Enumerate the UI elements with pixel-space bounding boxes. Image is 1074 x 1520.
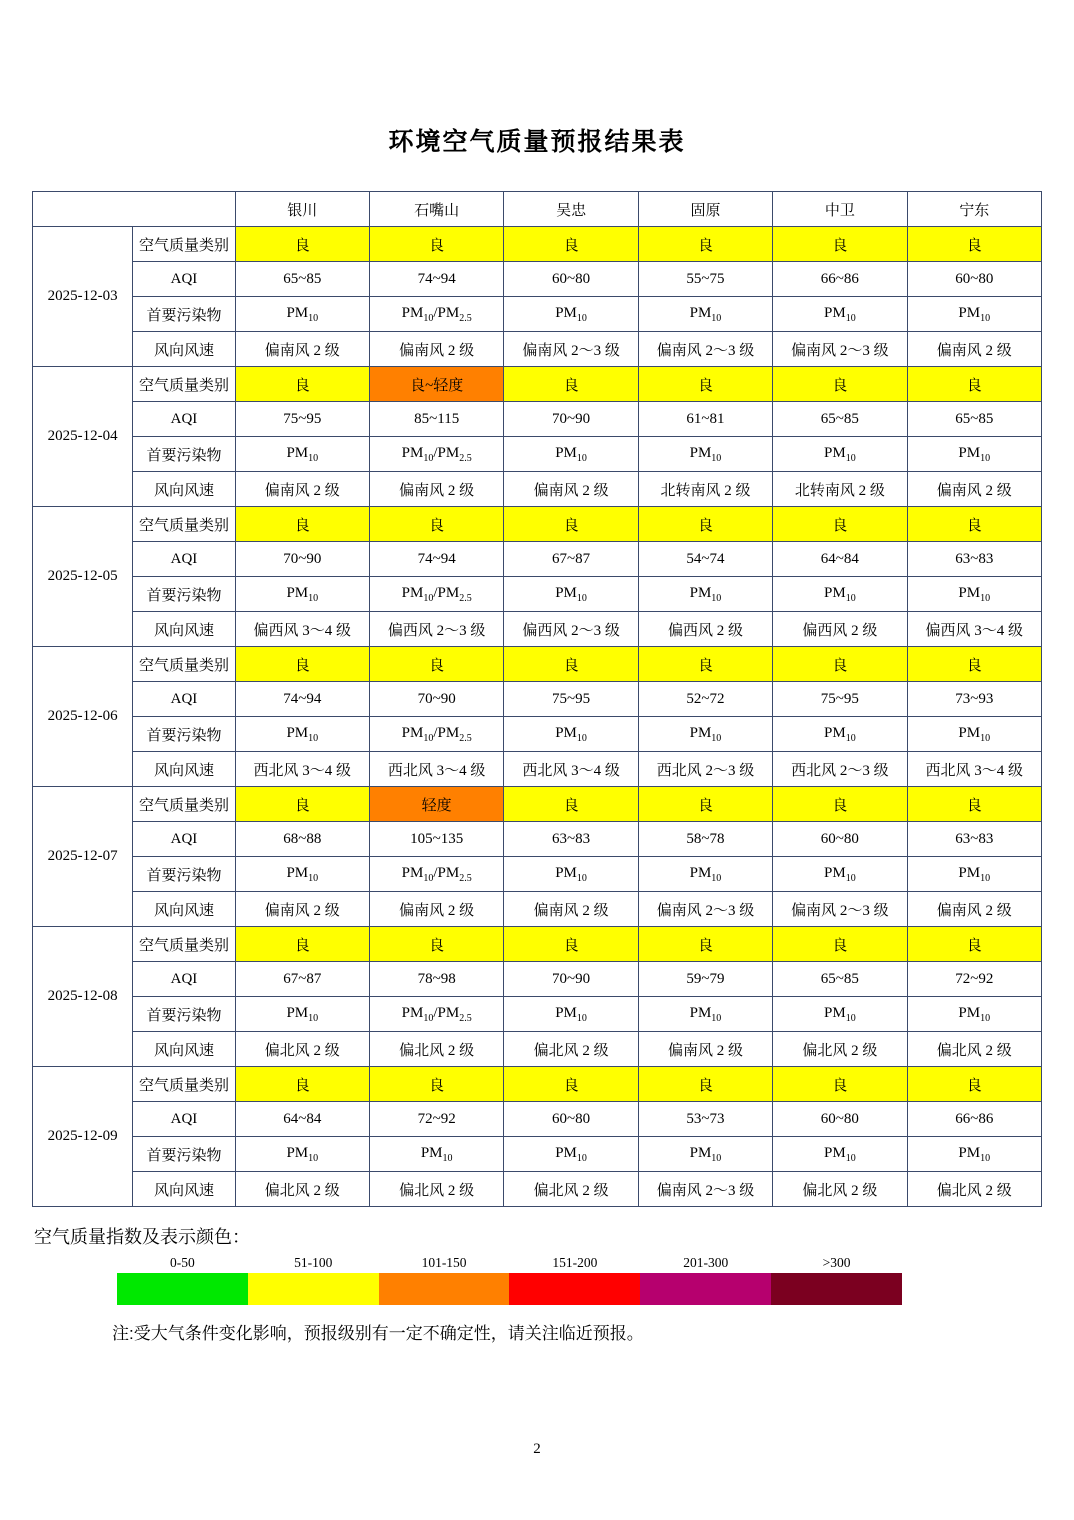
- row-label-2: 首要污染物: [133, 717, 235, 752]
- aqi-cell: 55~75: [638, 262, 772, 297]
- pollutant-cell: $PM_{10}$: [235, 1137, 369, 1172]
- wind-cell: 西北风 3～4 级: [235, 752, 369, 787]
- row-label-1: AQI: [133, 1102, 235, 1137]
- wind-cell: 偏南风 2～3 级: [773, 332, 907, 367]
- legend-color-swatch: [248, 1273, 379, 1305]
- wind-cell: 偏南风 2 级: [369, 472, 503, 507]
- row-label-3: 风向风速: [133, 1172, 235, 1207]
- category-cell: 良: [638, 367, 772, 402]
- pollutant-cell: $PM_{10}$: [773, 437, 907, 472]
- aqi-cell: 75~95: [235, 402, 369, 437]
- category-cell: 良: [369, 647, 503, 682]
- pollutant-cell: $PM_{10}$: [638, 437, 772, 472]
- wind-cell: 偏南风 2 级: [369, 332, 503, 367]
- category-cell: 良: [235, 647, 369, 682]
- pollutant-cell: $PM_{10}$: [235, 857, 369, 892]
- wind-cell: 偏南风 2 级: [235, 332, 369, 367]
- aqi-cell: 59~79: [638, 962, 772, 997]
- wind-cell: 西北风 3～4 级: [907, 752, 1041, 787]
- category-cell: 良: [504, 227, 638, 262]
- row-label-2: 首要污染物: [133, 857, 235, 892]
- table-row: [33, 752, 1042, 787]
- aqi-cell: 63~83: [504, 822, 638, 857]
- aqi-cell: 60~80: [504, 1102, 638, 1137]
- table-row: [33, 962, 1042, 997]
- table-row: [33, 332, 1042, 367]
- row-label-3: 风向风速: [133, 892, 235, 927]
- legend-range-label: 0-50: [170, 1255, 195, 1270]
- table-row: [33, 297, 1042, 332]
- header-corner: [33, 192, 236, 227]
- wind-cell: 偏南风 2 级: [907, 892, 1041, 927]
- pollutant-cell: $PM_{10}$: [638, 717, 772, 752]
- legend: [32, 1207, 1042, 1305]
- legend-color-swatch: [640, 1273, 771, 1305]
- pollutant-cell: $PM_{10}$: [773, 857, 907, 892]
- table-row: [33, 507, 1042, 542]
- wind-cell: 偏西风 3～4 级: [907, 612, 1041, 647]
- pollutant-cell: $PM_{10}$: [907, 717, 1041, 752]
- date-cell: 2025-12-06: [33, 647, 133, 787]
- aqi-cell: 61~81: [638, 402, 772, 437]
- wind-cell: 西北风 2～3 级: [773, 752, 907, 787]
- aqi-cell: 53~73: [638, 1102, 772, 1137]
- row-label-0: 空气质量类别: [133, 787, 235, 822]
- legend-color-swatch: [509, 1273, 640, 1305]
- pollutant-cell: $PM_{10}$: [504, 717, 638, 752]
- pollutant-cell: $PM_{10}$: [907, 997, 1041, 1032]
- header-city-0: 银川: [235, 192, 369, 227]
- row-label-3: 风向风速: [133, 332, 235, 367]
- header-city-2: 吴忠: [504, 192, 638, 227]
- pollutant-cell: $PM_{10}/PM_{2.5}$: [369, 717, 503, 752]
- pollutant-cell: $PM_{10}$: [907, 577, 1041, 612]
- aqi-cell: 67~87: [504, 542, 638, 577]
- table-row: [33, 577, 1042, 612]
- row-label-3: 风向风速: [133, 1032, 235, 1067]
- category-cell: 良: [907, 647, 1041, 682]
- table-row: [33, 1102, 1042, 1137]
- table-row: [33, 1172, 1042, 1207]
- row-label-0: 空气质量类别: [133, 227, 235, 262]
- category-cell: 良: [504, 1067, 638, 1102]
- pollutant-cell: $PM_{10}$: [235, 577, 369, 612]
- wind-cell: 偏南风 2～3 级: [773, 892, 907, 927]
- row-label-0: 空气质量类别: [133, 647, 235, 682]
- wind-cell: 偏北风 2 级: [369, 1172, 503, 1207]
- wind-cell: 偏南风 2～3 级: [638, 892, 772, 927]
- aqi-cell: 60~80: [504, 262, 638, 297]
- wind-cell: 偏北风 2 级: [369, 1032, 503, 1067]
- pollutant-cell: $PM_{10}$: [369, 1137, 503, 1172]
- pollutant-cell: $PM_{10}$: [907, 1137, 1041, 1172]
- table-row: [33, 1067, 1042, 1102]
- page-title: 环境空气质量预报结果表: [388, 129, 686, 156]
- aqi-cell: 65~85: [907, 402, 1041, 437]
- pollutant-cell: $PM_{10}$: [235, 997, 369, 1032]
- legend-labels: [117, 1255, 902, 1271]
- category-cell: 良: [907, 367, 1041, 402]
- pollutant-cell: $PM_{10}$: [773, 577, 907, 612]
- aqi-cell: 75~95: [504, 682, 638, 717]
- category-cell: 良: [638, 927, 772, 962]
- pollutant-cell: $PM_{10}/PM_{2.5}$: [369, 437, 503, 472]
- table-row: [33, 472, 1042, 507]
- row-label-1: AQI: [133, 822, 235, 857]
- row-label-3: 风向风速: [133, 472, 235, 507]
- wind-cell: 偏南风 2 级: [504, 892, 638, 927]
- table-row: [33, 612, 1042, 647]
- aqi-cell: 52~72: [638, 682, 772, 717]
- date-cell: 2025-12-09: [33, 1067, 133, 1207]
- row-label-2: 首要污染物: [133, 1137, 235, 1172]
- wind-cell: 偏南风 2 级: [638, 1032, 772, 1067]
- wind-cell: 偏西风 2～3 级: [504, 612, 638, 647]
- category-cell: 良: [504, 787, 638, 822]
- row-label-0: 空气质量类别: [133, 367, 235, 402]
- category-cell: 良: [773, 787, 907, 822]
- row-label-2: 首要污染物: [133, 577, 235, 612]
- category-cell: 良: [907, 1067, 1041, 1102]
- wind-cell: 偏南风 2～3 级: [638, 1172, 772, 1207]
- aqi-cell: 65~85: [773, 402, 907, 437]
- table-row: [33, 1032, 1042, 1067]
- aqi-cell: 70~90: [504, 962, 638, 997]
- aqi-cell: 75~95: [773, 682, 907, 717]
- table-row: [33, 542, 1042, 577]
- table-row: [33, 647, 1042, 682]
- aqi-cell: 70~90: [235, 542, 369, 577]
- date-cell: 2025-12-08: [33, 927, 133, 1067]
- category-cell: 良: [773, 507, 907, 542]
- category-cell: 良: [638, 507, 772, 542]
- pollutant-cell: $PM_{10}$: [638, 297, 772, 332]
- wind-cell: 偏北风 2 级: [907, 1032, 1041, 1067]
- pollutant-cell: $PM_{10}/PM_{2.5}$: [369, 577, 503, 612]
- category-cell: 良: [369, 1067, 503, 1102]
- wind-cell: 西北风 2～3 级: [638, 752, 772, 787]
- wind-cell: 偏南风 2 级: [235, 472, 369, 507]
- category-cell: 良: [504, 647, 638, 682]
- aqi-cell: 85~115: [369, 402, 503, 437]
- category-cell: 良: [235, 507, 369, 542]
- legend-title: 空气质量指数及表示颜色：: [34, 1227, 250, 1247]
- aqi-cell: 73~93: [907, 682, 1041, 717]
- category-cell: 良: [235, 1067, 369, 1102]
- wind-cell: 偏南风 2 级: [504, 472, 638, 507]
- category-cell: 良: [504, 367, 638, 402]
- wind-cell: 北转南风 2 级: [773, 472, 907, 507]
- aqi-cell: 60~80: [773, 822, 907, 857]
- row-label-3: 风向风速: [133, 752, 235, 787]
- pollutant-cell: $PM_{10}$: [638, 577, 772, 612]
- wind-cell: 偏北风 2 级: [504, 1172, 638, 1207]
- aqi-cell: 60~80: [773, 1102, 907, 1137]
- wind-cell: 偏北风 2 级: [773, 1032, 907, 1067]
- legend-range-label: 201-300: [683, 1255, 729, 1270]
- aqi-cell: 60~80: [907, 262, 1041, 297]
- legend-color-bar: [117, 1273, 902, 1305]
- category-cell: 良: [773, 1067, 907, 1102]
- header-city-1: 石嘴山: [369, 192, 503, 227]
- row-label-1: AQI: [133, 682, 235, 717]
- wind-cell: 偏北风 2 级: [504, 1032, 638, 1067]
- pollutant-cell: $PM_{10}$: [773, 717, 907, 752]
- wind-cell: 偏南风 2～3 级: [504, 332, 638, 367]
- wind-cell: 偏西风 2 级: [638, 612, 772, 647]
- aqi-cell: 70~90: [369, 682, 503, 717]
- pollutant-cell: $PM_{10}$: [235, 297, 369, 332]
- pollutant-cell: $PM_{10}$: [235, 717, 369, 752]
- table-row: [33, 227, 1042, 262]
- category-cell: 良: [235, 787, 369, 822]
- wind-cell: 偏南风 2 级: [907, 332, 1041, 367]
- wind-cell: 偏南风 2～3 级: [638, 332, 772, 367]
- wind-cell: 偏西风 2～3 级: [369, 612, 503, 647]
- pollutant-cell: $PM_{10}$: [504, 997, 638, 1032]
- category-cell: 良: [504, 507, 638, 542]
- aqi-cell: 63~83: [907, 822, 1041, 857]
- table-row: [33, 997, 1042, 1032]
- legend-color-swatch: [117, 1273, 248, 1305]
- page-number: 2: [533, 1441, 541, 1457]
- legend-range-label: >300: [822, 1255, 851, 1270]
- table-header: [33, 192, 1042, 227]
- category-cell: 良~轻度: [369, 367, 503, 402]
- row-label-1: AQI: [133, 262, 235, 297]
- row-label-1: AQI: [133, 402, 235, 437]
- wind-cell: 北转南风 2 级: [638, 472, 772, 507]
- aqi-cell: 63~83: [907, 542, 1041, 577]
- aqi-cell: 72~92: [907, 962, 1041, 997]
- aqi-cell: 68~88: [235, 822, 369, 857]
- category-cell: 良: [907, 787, 1041, 822]
- table-row: [33, 402, 1042, 437]
- pollutant-cell: $PM_{10}$: [504, 437, 638, 472]
- pollutant-cell: $PM_{10}$: [773, 1137, 907, 1172]
- category-cell: 良: [235, 367, 369, 402]
- legend-range-label: 151-200: [552, 1255, 598, 1270]
- table-row: [33, 717, 1042, 752]
- wind-cell: 西北风 3～4 级: [504, 752, 638, 787]
- wind-cell: 偏北风 2 级: [773, 1172, 907, 1207]
- table-row: [33, 367, 1042, 402]
- wind-cell: 偏南风 2 级: [369, 892, 503, 927]
- aqi-cell: 64~84: [235, 1102, 369, 1137]
- wind-cell: 偏北风 2 级: [907, 1172, 1041, 1207]
- table-row: [33, 437, 1042, 472]
- row-label-2: 首要污染物: [133, 297, 235, 332]
- aqi-cell: 105~135: [369, 822, 503, 857]
- aqi-cell: 66~86: [773, 262, 907, 297]
- wind-cell: 偏北风 2 级: [235, 1032, 369, 1067]
- category-cell: 良: [638, 227, 772, 262]
- table-row: [33, 857, 1042, 892]
- footnote: 注:受大气条件变化影响，预报级别有一定不确定性，请关注临近预报。: [112, 1324, 644, 1343]
- row-label-0: 空气质量类别: [133, 1067, 235, 1102]
- category-cell: 良: [638, 1067, 772, 1102]
- table-row: [33, 927, 1042, 962]
- header-city-3: 固原: [638, 192, 772, 227]
- wind-cell: 偏北风 2 级: [235, 1172, 369, 1207]
- aqi-cell: 65~85: [235, 262, 369, 297]
- aqi-cell: 67~87: [235, 962, 369, 997]
- category-cell: 良: [907, 507, 1041, 542]
- pollutant-cell: $PM_{10}$: [638, 1137, 772, 1172]
- date-cell: 2025-12-05: [33, 507, 133, 647]
- wind-cell: 西北风 3～4 级: [369, 752, 503, 787]
- date-cell: 2025-12-03: [33, 227, 133, 367]
- row-label-1: AQI: [133, 542, 235, 577]
- aqi-cell: 54~74: [638, 542, 772, 577]
- category-cell: 良: [638, 647, 772, 682]
- wind-cell: 偏西风 3～4 级: [235, 612, 369, 647]
- table-row: [33, 787, 1042, 822]
- pollutant-cell: $PM_{10}/PM_{2.5}$: [369, 997, 503, 1032]
- header-city-5: 宁东: [907, 192, 1041, 227]
- aqi-cell: 74~94: [235, 682, 369, 717]
- aqi-cell: 58~78: [638, 822, 772, 857]
- category-cell: 良: [235, 927, 369, 962]
- header-row: [33, 192, 1042, 227]
- category-cell: 良: [907, 227, 1041, 262]
- table-row: [33, 1137, 1042, 1172]
- category-cell: 良: [369, 507, 503, 542]
- legend-color-swatch: [771, 1273, 902, 1305]
- legend-range-label: 101-150: [421, 1255, 467, 1270]
- table-body: [33, 227, 1042, 1207]
- category-cell: 良: [369, 227, 503, 262]
- pollutant-cell: $PM_{10}$: [907, 437, 1041, 472]
- pollutant-cell: $PM_{10}$: [773, 997, 907, 1032]
- category-cell: 良: [773, 927, 907, 962]
- aqi-cell: 72~92: [369, 1102, 503, 1137]
- table-row: [33, 682, 1042, 717]
- pollutant-cell: $PM_{10}$: [504, 1137, 638, 1172]
- table-row: [33, 262, 1042, 297]
- header-city-4: 中卫: [773, 192, 907, 227]
- aqi-cell: 65~85: [773, 962, 907, 997]
- pollutant-cell: $PM_{10}/PM_{2.5}$: [369, 857, 503, 892]
- date-cell: 2025-12-07: [33, 787, 133, 927]
- category-cell: 良: [773, 647, 907, 682]
- pollutant-cell: $PM_{10}$: [638, 857, 772, 892]
- pollutant-cell: $PM_{10}$: [638, 997, 772, 1032]
- category-cell: 轻度: [369, 787, 503, 822]
- date-cell: 2025-12-04: [33, 367, 133, 507]
- pollutant-cell: $PM_{10}$: [504, 857, 638, 892]
- pollutant-cell: $PM_{10}$: [907, 297, 1041, 332]
- pollutant-cell: $PM_{10}$: [907, 857, 1041, 892]
- pollutant-cell: $PM_{10}/PM_{2.5}$: [369, 297, 503, 332]
- wind-cell: 偏西风 2 级: [773, 612, 907, 647]
- aqi-cell: 78~98: [369, 962, 503, 997]
- aqi-cell: 70~90: [504, 402, 638, 437]
- row-label-0: 空气质量类别: [133, 927, 235, 962]
- row-label-3: 风向风速: [133, 612, 235, 647]
- pollutant-cell: $PM_{10}$: [773, 297, 907, 332]
- row-label-2: 首要污染物: [133, 437, 235, 472]
- category-cell: 良: [907, 927, 1041, 962]
- wind-cell: 偏南风 2 级: [235, 892, 369, 927]
- table-row: [33, 822, 1042, 857]
- row-label-1: AQI: [133, 962, 235, 997]
- table-row: [33, 892, 1042, 927]
- row-label-0: 空气质量类别: [133, 507, 235, 542]
- aqi-cell: 74~94: [369, 262, 503, 297]
- category-cell: 良: [504, 927, 638, 962]
- category-cell: 良: [369, 927, 503, 962]
- legend-range-label: 51-100: [294, 1255, 333, 1270]
- category-cell: 良: [638, 787, 772, 822]
- air-quality-forecast-table: [32, 191, 1042, 1207]
- wind-cell: 偏南风 2 级: [907, 472, 1041, 507]
- legend-color-swatch: [379, 1273, 510, 1305]
- pollutant-cell: $PM_{10}$: [504, 577, 638, 612]
- category-cell: 良: [773, 227, 907, 262]
- category-cell: 良: [773, 367, 907, 402]
- aqi-cell: 74~94: [369, 542, 503, 577]
- aqi-cell: 66~86: [907, 1102, 1041, 1137]
- row-label-2: 首要污染物: [133, 997, 235, 1032]
- category-cell: 良: [235, 227, 369, 262]
- aqi-cell: 64~84: [773, 542, 907, 577]
- pollutant-cell: $PM_{10}$: [504, 297, 638, 332]
- pollutant-cell: $PM_{10}$: [235, 437, 369, 472]
